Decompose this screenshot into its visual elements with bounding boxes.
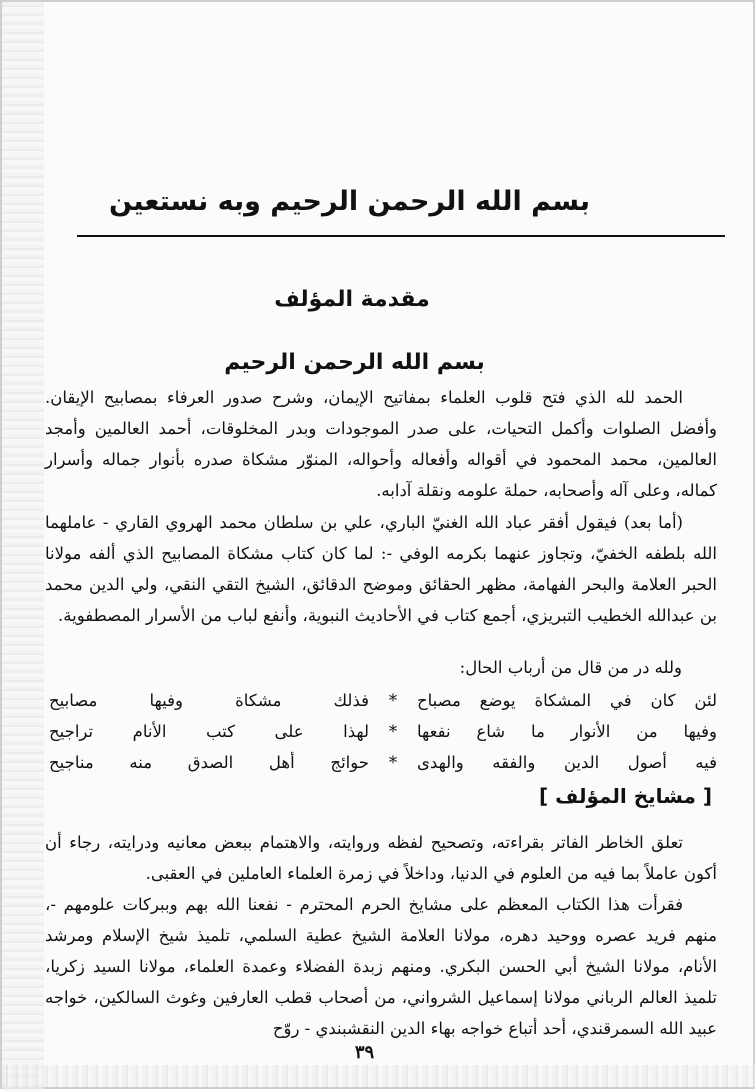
verse-separator: * xyxy=(388,691,398,710)
verse-line xyxy=(45,747,717,778)
verse-separator: * xyxy=(388,722,398,741)
verse-first-hemistich: فيه أصول الدين والفقه والهدى xyxy=(417,753,717,772)
verse-first-hemistich: وفيها من الأنوار ما شاع نفعها xyxy=(417,722,717,741)
teachers-heading: [ مشايخ المؤلف ] xyxy=(539,784,712,808)
verse-second-hemistich: حوائج أهل الصدق منه مناجيح xyxy=(49,753,369,772)
paragraph-teachers: فقرأت هذا الكتاب المعظم على مشايخ الحرم المحترم - نفعنا الله بهم وببركات علومهم -، منهم فريد عصره ووحيد دهره، مولانا العلامة الشيخ عطية السلمي، تلميذ شيخ الإسلام ومرشد الأنام، مولانا الشيخ أبي الحسن البكري. ومنهم زبدة الفضلاء وعمدة العلماء، مولانا السيد زكريا، تلميذ العالم الرباني مولانا إسماعيل الشرواني، من أصحاب قطب العارفين وغوث السالكين، خواجه عبيد الله السمرقندي، أحد أتباع خواجه بهاء الدين النقشبندي - روّح xyxy=(45,895,717,1038)
verse-second-hemistich: فذلك مشكاة وفيها مصابيح xyxy=(49,691,369,710)
paragraph-quote-intro: ولله در من قال من أرباب الحال: xyxy=(459,658,682,677)
title-rule xyxy=(77,235,725,237)
page-content xyxy=(2,2,755,1091)
verse-line xyxy=(45,685,717,716)
verse-separator: * xyxy=(388,753,398,772)
section-title: مقدمة المؤلف xyxy=(274,287,430,312)
verse-first-hemistich: لئن كان في المشكاة يوضع مصباح xyxy=(417,691,717,710)
verse-second-hemistich: لهذا على كتب الأنام تراجيح xyxy=(49,722,369,741)
paragraph-introduction: (أما بعد) فيقول أفقر عباد الله الغنيّ الباري، علي بن سلطان محمد الهروي القاري - عاملهما الله بلطفه الخفيّ، وتجاوز عنهما بكرمه الوفي -: لما كان كتاب مشكاة المصابيح الذي ألفه مولانا الحبر العلامة والبحر الفهامة، مظهر الحقائق وموضح الدقائق، الشيخ التقي النقي، ولي الدين محمد بن عبدالله الخطيب التبريزي، أجمع كتاب في الأحاديث النبوية، وأنفع لباب من الأسرار المصطفوية. xyxy=(45,513,717,625)
page-title: بسم الله الرحمن الرحيم وبه نستعين xyxy=(109,186,590,217)
page-number: ٣٩ xyxy=(354,1042,375,1063)
poem-verses xyxy=(45,685,717,778)
paragraph-motivation: تعلق الخاطر الفاتر بقراءته، وتصحيح لفظه وروايته، والاهتمام ببعض معانيه ودرايته، رجاء أن أكون عاملاً بما فيه من العلوم في الدنيا، وداخلاً في زمرة العلماء العاملين في العقبى. xyxy=(45,833,717,883)
basmala-heading: بسم الله الرحمن الرحيم xyxy=(224,350,485,375)
paragraph-praise: الحمد لله الذي فتح قلوب العلماء بمفاتيح الإيمان، وشرح صدور العرفاء بمصابيح الإيقان. وأفضل الصلوات وأكمل التحيات، على صدر الموجودات وبدر المخلوقات، أحمد العالمين وأمجد العالمين، محمد المحمود في أقواله وأفعاله وأحواله، المنوّر مشكاة صدره بأنوار جماله وأسرار كماله، وعلى آله وأصحابه، حملة علومه ونقلة آدابه. xyxy=(45,388,717,500)
verse-line xyxy=(45,716,717,747)
